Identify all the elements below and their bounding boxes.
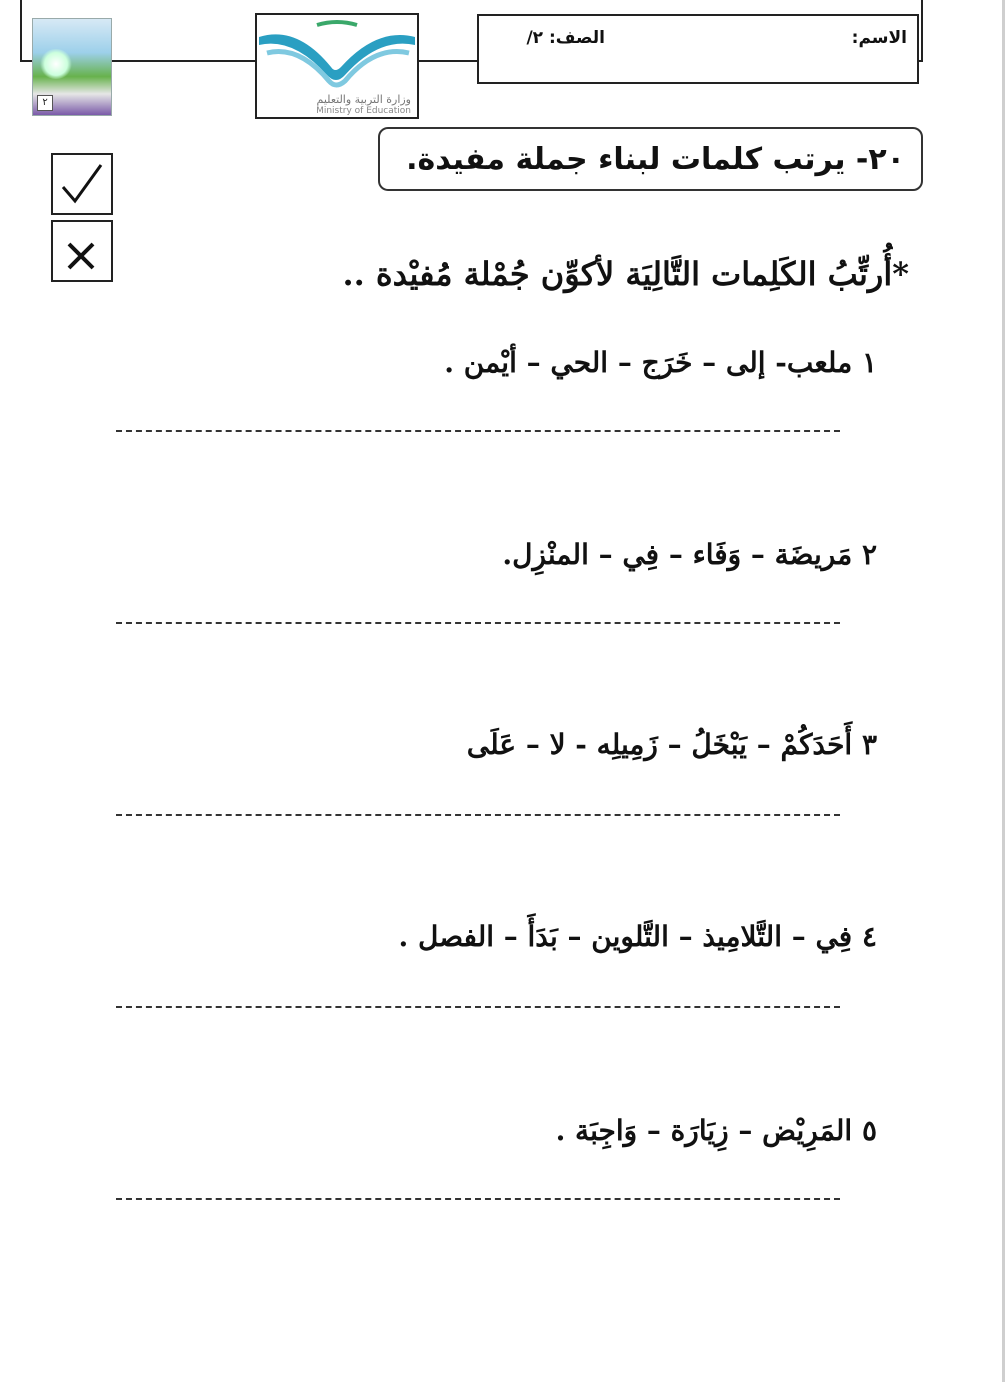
answer-line-4[interactable] [116,1006,840,1008]
exercise-item-2: ٢ مَريضَة – وَفَاء – فِي – المنْزِل. [502,538,877,571]
answer-line-5[interactable] [116,1198,840,1200]
question-title: ٢٠- يرتب كلمات لبناء جملة مفيدة. [406,141,905,177]
book-number: ٢ [37,95,53,111]
answer-line-3[interactable] [116,814,840,816]
globe-icon [39,49,73,79]
cross-mark-box [51,220,113,282]
check-mark-box [51,153,113,215]
header-rule-left-cap [20,0,22,62]
ministry-name-ar: وزارة التربية والتعليم [316,93,411,106]
question-title-box [378,127,923,191]
ministry-name-en: Ministry of Education [316,106,411,116]
exercise-item-4: ٤ فِي – التَّلامِيذ – التَّلوين – بَدَأَ – الفصل . [398,920,877,953]
header-rule-right-cap [921,0,923,62]
exercise-item-1: ١ ملعب- إلى – خَرَج – الحي – أيْمن . [444,346,877,379]
ministry-emblem-icon [257,15,417,95]
book-cover-logo [32,18,112,116]
check-icon [53,155,111,213]
exercise-item-5: ٥ المَرِيْض – زِيَارَة – وَاجِبَة . [555,1114,877,1147]
exercise-item-3: ٣ أَحَدَكُمْ – يَبْخَلُ – زَمِيلِه - لا – عَلَى [466,728,877,761]
student-info-box [477,14,919,84]
cross-icon [53,222,111,280]
name-label: الاسم: [851,28,907,48]
class-label: الصف: ٢/ [526,28,605,48]
header-rule-middle [415,60,477,62]
answer-line-1[interactable] [116,430,840,432]
answer-line-2[interactable] [116,622,840,624]
ministry-logo [255,13,419,119]
instruction-text: *أُرتِّبُ الكَلِمات التَّالِيَة لأكوِّن جُمْلة مُفيْدة .. [342,255,909,293]
